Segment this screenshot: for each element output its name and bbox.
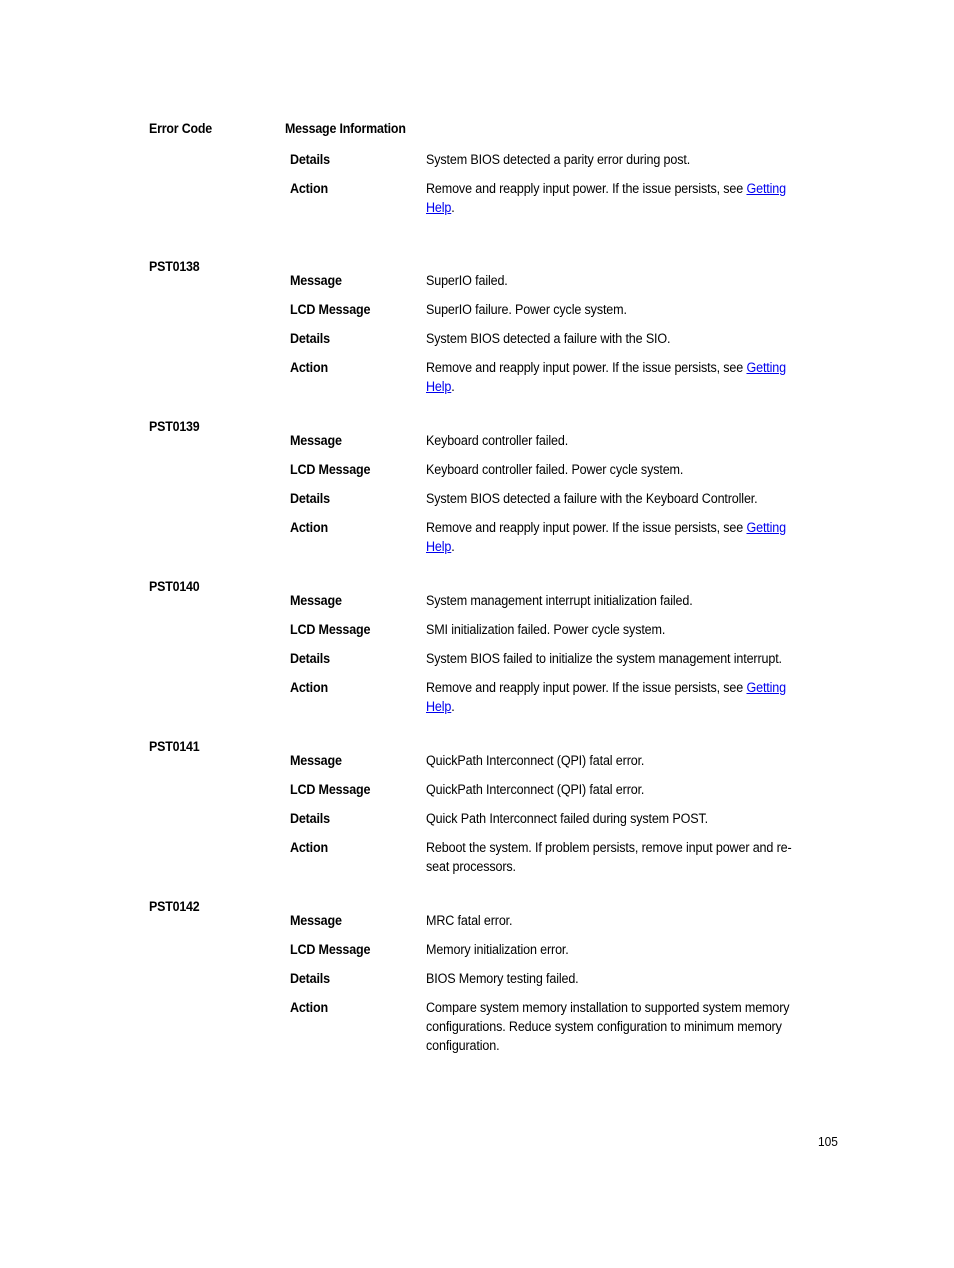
error-code: PST0140 — [149, 579, 200, 594]
field-message — [290, 751, 829, 780]
error-code: PST0138 — [149, 259, 200, 274]
field-value-lcd-message: QuickPath Interconnect (QPI) fatal error. — [426, 782, 645, 797]
field-value-details: System BIOS detected a failure with the SIO. — [426, 331, 671, 346]
field-details — [290, 969, 829, 998]
field-label-action: Action — [290, 181, 328, 196]
field-message — [290, 591, 829, 620]
field-value-details: System BIOS failed to initialize the system management interrupt. — [426, 651, 782, 666]
field-value-action: Compare system memory installation to supported system memory configurations. Reduce system configuration to minimum memory configuration. — [426, 1000, 790, 1053]
getting-help-link[interactable]: Getting — [746, 360, 786, 375]
field-lcd-message — [290, 780, 829, 809]
field-lcd-message — [290, 940, 829, 969]
getting-help-link[interactable]: Getting — [746, 680, 786, 695]
continued-entry — [149, 150, 829, 259]
field-value-message: System management interrupt initialization failed. — [426, 593, 693, 608]
error-code: PST0142 — [149, 899, 200, 914]
field-label-lcd-message: LCD Message — [290, 942, 371, 957]
field-value-action: Remove and reapply input power. If the issue persists, see Getting Help. — [426, 520, 786, 554]
error-entry — [149, 899, 829, 1079]
page-number: 105 — [818, 1134, 838, 1149]
field-action — [290, 179, 829, 217]
field-value-details: BIOS Memory testing failed. — [426, 971, 579, 986]
header-error-code: Error Code — [149, 121, 213, 136]
getting-help-link[interactable]: Help — [426, 379, 452, 394]
field-value-lcd-message: Keyboard controller failed. Power cycle system. — [426, 462, 684, 477]
field-details — [290, 329, 829, 358]
field-lcd-message — [290, 300, 829, 329]
table-header — [149, 121, 829, 139]
entry-fields — [149, 150, 829, 217]
getting-help-link[interactable]: Getting — [746, 520, 786, 535]
field-action — [290, 358, 829, 396]
field-label-lcd-message: LCD Message — [290, 462, 371, 477]
field-value-message: MRC fatal error. — [426, 913, 513, 928]
field-details — [290, 150, 829, 179]
field-action — [290, 518, 829, 556]
field-value-action: Remove and reapply input power. If the issue persists, see Getting Help. — [426, 360, 786, 394]
error-code: PST0139 — [149, 419, 200, 434]
error-code: PST0141 — [149, 739, 200, 754]
field-action — [290, 998, 829, 1055]
entry-fields — [149, 419, 829, 556]
getting-help-link[interactable]: Help — [426, 200, 452, 215]
field-message — [290, 271, 829, 300]
field-value-message: SuperIO failed. — [426, 273, 508, 288]
entry-fields — [149, 899, 829, 1055]
field-label-action: Action — [290, 1000, 328, 1015]
field-value-action: Remove and reapply input power. If the issue persists, see Getting Help. — [426, 181, 786, 215]
header-message-information: Message Information — [285, 121, 406, 136]
field-message — [290, 431, 829, 460]
field-label-action: Action — [290, 360, 328, 375]
field-lcd-message — [290, 620, 829, 649]
field-details — [290, 649, 829, 678]
field-value-lcd-message: SMI initialization failed. Power cycle system. — [426, 622, 666, 637]
field-value-details: System BIOS detected a failure with the Keyboard Controller. — [426, 491, 758, 506]
error-entry — [149, 579, 829, 739]
field-lcd-message — [290, 460, 829, 489]
field-details — [290, 489, 829, 518]
getting-help-link[interactable]: Help — [426, 699, 452, 714]
field-label-message: Message — [290, 433, 342, 448]
field-value-action: Reboot the system. If problem persists, remove input power and re- seat processors. — [426, 840, 792, 874]
field-label-details: Details — [290, 152, 330, 167]
field-label-details: Details — [290, 971, 330, 986]
field-message — [290, 911, 829, 940]
field-label-details: Details — [290, 811, 330, 826]
field-label-lcd-message: LCD Message — [290, 782, 371, 797]
field-label-lcd-message: LCD Message — [290, 622, 371, 637]
field-details — [290, 809, 829, 838]
field-value-message: Keyboard controller failed. — [426, 433, 569, 448]
field-label-action: Action — [290, 520, 328, 535]
field-label-details: Details — [290, 651, 330, 666]
field-label-message: Message — [290, 753, 342, 768]
field-label-action: Action — [290, 840, 328, 855]
entry-fields — [149, 579, 829, 716]
field-value-lcd-message: SuperIO failure. Power cycle system. — [426, 302, 627, 317]
field-label-lcd-message: LCD Message — [290, 302, 371, 317]
field-label-details: Details — [290, 491, 330, 506]
getting-help-link[interactable]: Getting — [746, 181, 786, 196]
error-entry — [149, 259, 829, 419]
field-value-message: QuickPath Interconnect (QPI) fatal error. — [426, 753, 645, 768]
field-label-message: Message — [290, 593, 342, 608]
field-label-details: Details — [290, 331, 330, 346]
field-action — [290, 678, 829, 716]
field-label-message: Message — [290, 273, 342, 288]
field-value-details: Quick Path Interconnect failed during system POST. — [426, 811, 708, 826]
entry-fields — [149, 739, 829, 876]
field-label-action: Action — [290, 680, 328, 695]
error-entry — [149, 419, 829, 579]
field-value-details: System BIOS detected a parity error during post. — [426, 152, 691, 167]
getting-help-link[interactable]: Help — [426, 539, 452, 554]
field-value-lcd-message: Memory initialization error. — [426, 942, 569, 957]
error-entry — [149, 739, 829, 899]
field-value-action: Remove and reapply input power. If the issue persists, see Getting Help. — [426, 680, 786, 714]
entry-fields — [149, 259, 829, 396]
field-action — [290, 838, 829, 876]
field-label-message: Message — [290, 913, 342, 928]
error-code-table — [149, 150, 829, 1079]
